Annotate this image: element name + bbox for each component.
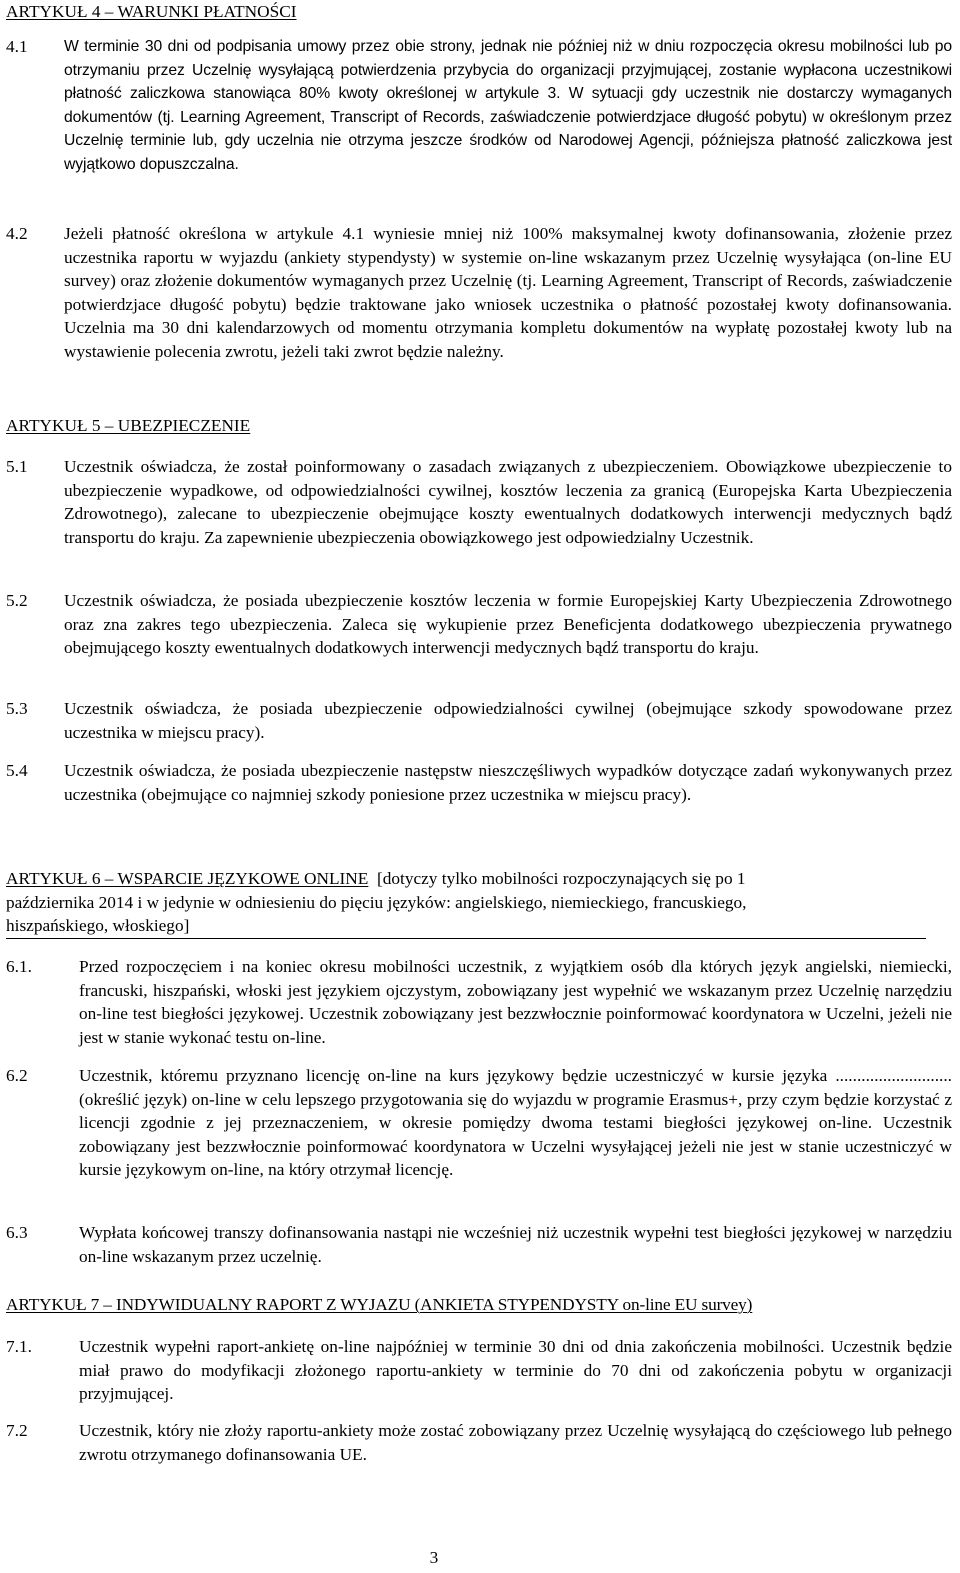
paragraph-7-1 xyxy=(6,1335,952,1406)
paragraph-number: 6.2 xyxy=(6,1066,28,1085)
paragraph-5-1 xyxy=(6,455,952,549)
paragraph-text: W terminie 30 dni od podpisania umowy przez obie strony, jednak nie później niż w dniu rozpoczęcia okresu mobilności lub po otrzymaniu przez Uczelnię wysyłającą potwierdzenia przybycia do organizacji przyjmującej, zostanie wypłacona uczestnikowi płatność zaliczkowa stanowiąca 80% kwoty określonej w artykule 3. W sytuacji gdy uczestnik nie dostarczy wymaganych dokumentów (tj. Learning Agreement, Transcript of Records, zaświadczenie potwierdzjace długość pobytu) w określonym przez Uczelnię terminie lub, gdy uczelnia nie otrzyma jeszcze środków od Narodowej Agencji, późniejsza płatność zaliczkowa jest wyjątkowo dopuszczalna. xyxy=(64,38,952,173)
paragraph-number: 7.2 xyxy=(6,1421,28,1440)
paragraph-number: 7.1. xyxy=(6,1337,32,1356)
paragraph-text: Jeżeli płatność określona w artykule 4.1 wyniesie mniej niż 100% maksymalnej kwoty dofinansowania, złożenie przez uczestnika raportu w wyjazdu (ankiety stypendysty) w systemie on-line wskazanym przez Uczelnię wysyłająca (on-line EU survey) oraz złożenie dokumentów wymaganych przez Uczelnię (tj. Learning Agreement, Transcript of Records, zaświadczenie potwierdzjace długość pobytu) będzie traktowane jako wniosek uczestnika o płatność pozostałej kwoty dofinansowania. Uczelnia ma 30 dni kalendarzowych od momentu otrzymania kompletu dokumentów na wypłatę pozostałej kwoty lub na wystawienie polecenia zwrotu, jeżeli taki zwrot będzie należny. xyxy=(64,224,952,361)
article-5-heading: ARTYKUŁ 5 – UBEZPIECZENIE xyxy=(6,416,251,435)
paragraph-text: Uczestnik oświadcza, że posiada ubezpieczenie kosztów leczenia w formie Europejskiej Karty Ubezpieczenia Zdrowotnego oraz zna zakres tego ubezpieczenia. Zaleca się wykupienie przez Beneficjenta dodatkowego ubezpieczenia prywatnego obejmującego koszty ewentualnych dodatkowych interwencji medycznych bądź transportu do kraju. xyxy=(64,591,952,658)
article-6-note-line-3: hiszpańskiego, włoskiego] xyxy=(6,916,190,936)
article-4-heading: ARTYKUŁ 4 – WARUNKI PŁATNOŚCI xyxy=(6,2,297,21)
paragraph-number: 5.3 xyxy=(6,699,28,718)
paragraph-number: 6.1. xyxy=(6,957,32,976)
paragraph-6-3 xyxy=(6,1221,952,1268)
article-6-heading-line-1 xyxy=(6,867,952,891)
paragraph-text: Wypłata końcowej transzy dofinansowania nastąpi nie wcześniej niż uczestnik wypełni test biegłości językowej w narzędziu on-line wskazanym przez uczelnię. xyxy=(79,1223,952,1266)
paragraph-number: 4.2 xyxy=(6,224,28,243)
paragraph-4-2 xyxy=(6,222,952,364)
paragraph-number: 6.3 xyxy=(6,1223,28,1242)
paragraph-number: 5.4 xyxy=(6,761,28,780)
paragraph-5-2 xyxy=(6,589,952,660)
paragraph-5-4 xyxy=(6,759,952,806)
paragraph-6-2 xyxy=(6,1064,952,1182)
paragraph-7-2 xyxy=(6,1419,952,1466)
paragraph-text: Uczestnik oświadcza, że posiada ubezpieczenie odpowiedzialności cywilnej (obejmujące szkody spowodowane przez uczestnika w miejscu pracy). xyxy=(64,699,952,742)
paragraph-text: Uczestnik, który nie złoży raportu-ankiety może zostać zobowiązany przez Uczelnię wysyłającą do częściowego lub pełnego zwrotu otrzymanego dofinansowania UE. xyxy=(79,1421,952,1464)
paragraph-text: Uczestnik oświadcza, że posiada ubezpieczenie następstw nieszczęśliwych wypadków dotyczące zadań wykonywanych przez uczestnika (obejmujące co najmniej szkody poniesione przez uczestnika w miejscu pracy). xyxy=(64,761,952,804)
paragraph-5-3 xyxy=(6,697,952,744)
paragraph-text: Uczestnik oświadcza, że został poinformowany o zasadach związanych z ubezpieczeniem. Obowiązkowe ubezpieczenie to ubezpieczenie wypadkowe, od odpowiedzialności cywilnej, kosztów leczenia za granicą (Europejska Karta Ubezpieczenia Zdrowotnego), zalecane to ubezpieczenie obejmujące koszty ewentualnych dodatkowych interwencji medycznych bądź transportu do kraju. Za zapewnienie ubezpieczenia obowiązkowego jest odpowiedzialny Uczestnik. xyxy=(64,457,952,547)
paragraph-text: Uczestnik, któremu przyznano licencję on-line na kurs językowy będzie uczestniczyć w kursie języka ........................... (określić język) on-line w celu lepszego przygotowania się do wyjazdu w programie Erasmus+, przy czym będzie korzystać z licencji zgodnie z jej przeznaczeniem, w okresie pomiędzy dwoma testami biegłości językowej on-line. Uczestnik zobowiązany jest bezzwłocznie poinformować koordynatora w Uczelni wysyłającej jeżeli nie jest w stanie uczestniczyć w kursie językowym on-line, na który otrzymał licencję. xyxy=(79,1066,952,1180)
article-6-divider xyxy=(6,938,926,939)
article-7-heading: ARTYKUŁ 7 – INDYWIDUALNY RAPORT Z WYJAZU (ANKIETA STYPENDYSTY on-line EU survey) xyxy=(6,1295,753,1314)
article-6-note-line-1: [dotyczy tylko mobilności rozpoczynających się po 1 xyxy=(376,869,746,888)
page-number: 3 xyxy=(429,1548,439,1567)
paragraph-text: Przed rozpoczęciem i na koniec okresu mobilności uczestnik, z wyjątkiem osób dla których język angielski, niemiecki, francuski, hiszpański, włoski jest językiem ojczystym, zobowiązany jest wypełnić we wskazanym przez Uczelnię narzędziu on-line test biegłości językowej. Uczestnik zobowiązany jest bezzwłocznie poinformować koordynatora w Uczelni, jeżeli nie jest w stanie wykonać testu on-line. xyxy=(79,957,952,1047)
paragraph-number: 5.2 xyxy=(6,591,28,610)
paragraph-4-1 xyxy=(6,35,952,177)
paragraph-text: Uczestnik wypełni raport-ankietę on-line najpóźniej w terminie 30 dni od dnia zakończenia mobilności. Uczestnik będzie miał prawo do modyfikacji złożonego raportu-ankiety w terminie do 70 dni od zakończenia pobytu w organizacji przyjmującej. xyxy=(79,1337,952,1404)
paragraph-number: 5.1 xyxy=(6,457,28,476)
article-6-title: ARTYKUŁ 6 – WSPARCIE JĘZYKOWE ONLINE xyxy=(6,869,369,888)
article-6-heading xyxy=(6,867,952,938)
paragraph-6-1 xyxy=(6,955,952,1049)
paragraph-number: 4.1 xyxy=(6,37,28,56)
article-6-note-line-2: października 2014 i w jedynie w odniesieniu do pięciu języków: angielskiego, niemieckiego, francuskiego, xyxy=(6,892,747,912)
